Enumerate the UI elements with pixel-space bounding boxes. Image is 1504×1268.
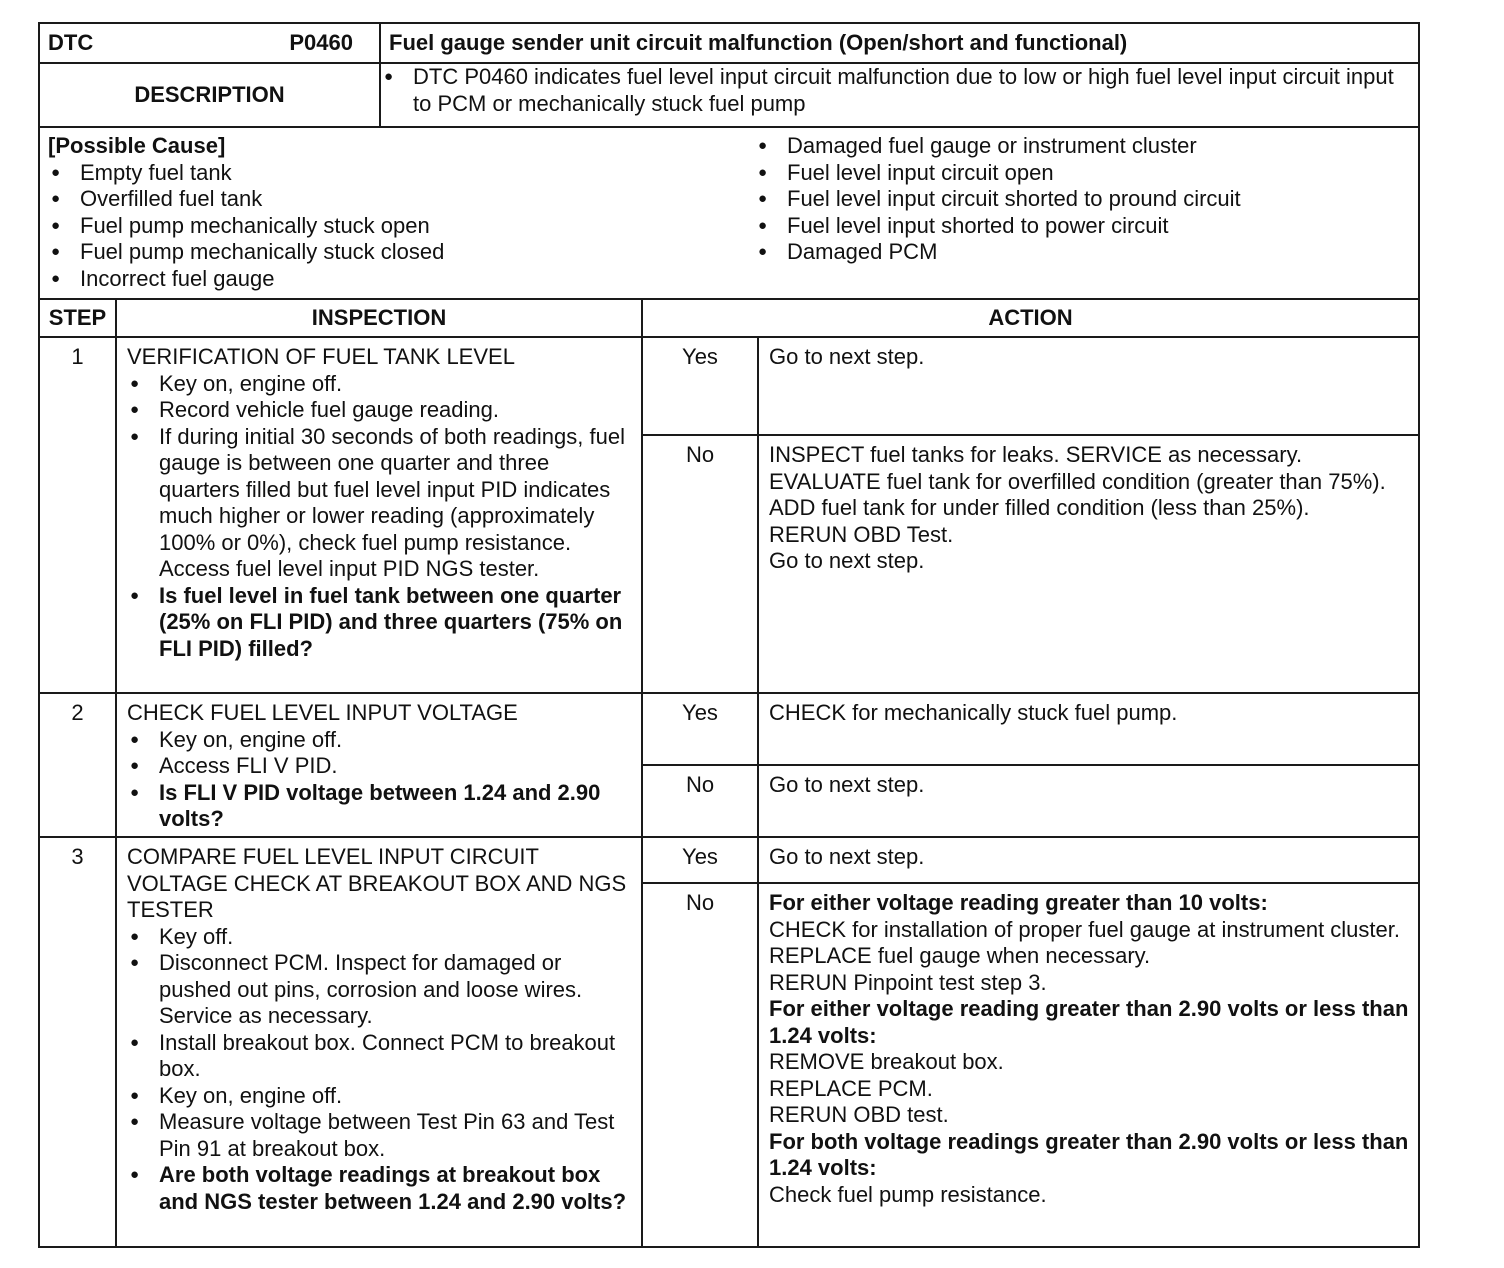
step-question: ● Is fuel level in fuel tank between one quarter (25% on FLI PID) and three quarters (75% on FLI PID) filled? (127, 583, 633, 663)
diagnostic-table (38, 22, 1420, 1248)
description-label: DESCRIPTION (39, 63, 380, 127)
step-inspection (116, 837, 642, 1247)
cause-item: ● Damaged PCM (755, 239, 1410, 266)
dtc-code: P0460 (289, 30, 353, 55)
description-cell (380, 63, 1419, 127)
step-bullet: ● Key on, engine off. (127, 727, 633, 754)
no-action (758, 883, 1419, 1247)
step-title: COMPARE FUEL LEVEL INPUT CIRCUIT VOLTAGE CHECK AT BREAKOUT BOX AND NGS TESTER (127, 844, 627, 922)
step-1-yes-row (39, 337, 1419, 435)
cause-item: ● Fuel pump mechanically stuck open (48, 213, 755, 240)
step-inspection (116, 337, 642, 693)
diagnostic-sheet (38, 22, 1418, 1249)
step-bullet: ● If during initial 30 seconds of both readings, fuel gauge is between one quarter and three quarters filled but fuel level input PID indicates much higher or lower reading (approximately 100% or 0%), check fuel pump resistance. Access fuel level input PID NGS tester. (127, 424, 633, 583)
step-bullets (127, 371, 633, 663)
possible-cause-right-list (755, 133, 1410, 293)
action-line: RERUN OBD Test. (769, 521, 954, 547)
action-line: RERUN OBD test. (769, 1102, 949, 1127)
action-line: Go to next step. (769, 548, 925, 573)
inspection-column-header: INSPECTION (116, 299, 642, 337)
yes-label: Yes (642, 337, 758, 435)
step-title: VERIFICATION OF FUEL TANK LEVEL (127, 344, 515, 369)
step-bullets (127, 727, 633, 833)
action-line: INSPECT fuel tanks for leaks. SERVICE as necessary. (769, 442, 1303, 467)
step-number: 2 (39, 693, 116, 837)
possible-cause-row (39, 127, 1419, 299)
possible-cause-title: [Possible Cause] (48, 133, 226, 158)
action-line: Go to next step. (769, 344, 925, 369)
step-number: 3 (39, 837, 116, 1247)
cause-item: ● Empty fuel tank (48, 160, 755, 187)
description-item: ● DTC P0460 indicates fuel level input circuit malfunction due to low or high fuel level input circuit input to PCM or mechanically stuck fuel pump (381, 64, 1418, 117)
step-column-header: STEP (39, 299, 116, 337)
no-label: No (642, 765, 758, 837)
yes-action (758, 693, 1419, 765)
yes-label: Yes (642, 693, 758, 765)
action-heading: For both voltage readings greater than 2.90 volts or less than 1.24 volts: (769, 1128, 1409, 1180)
dtc-title: Fuel gauge sender unit circuit malfunction (Open/short and functional) (389, 30, 1128, 55)
action-line: EVALUATE fuel tank for overfilled condition (greater than 75%). (769, 468, 1386, 494)
step-bullet: ● Key on, engine off. (127, 371, 633, 398)
step-bullet: ● Measure voltage between Test Pin 63 and Test Pin 91 at breakout box. (127, 1109, 633, 1162)
cause-item: ● Incorrect fuel gauge (48, 266, 755, 293)
action-line: ADD fuel tank for under filled condition (less than 25%). (769, 495, 1310, 520)
no-label: No (642, 883, 758, 1247)
step-bullet: ● Disconnect PCM. Inspect for damaged or pushed out pins, corrosion and loose wires. Service as necessary. (127, 950, 633, 1030)
step-bullet: ● Key off. (127, 924, 633, 951)
action-line: REPLACE PCM. (769, 1075, 933, 1101)
dtc-label: DTC (48, 30, 94, 55)
possible-cause-left-list (48, 160, 755, 293)
step-3-yes-row (39, 837, 1419, 883)
step-bullet: ● Key on, engine off. (127, 1083, 633, 1110)
description-list (381, 64, 1418, 117)
dtc-cell (39, 23, 380, 63)
possible-cause-cell (39, 127, 1419, 299)
no-action (758, 765, 1419, 837)
step-bullet: ● Install breakout box. Connect PCM to breakout box. (127, 1030, 633, 1083)
action-line: Go to next step. (769, 772, 925, 797)
yes-label: Yes (642, 837, 758, 883)
cause-item: ● Fuel level input circuit open (755, 160, 1410, 187)
step-2-yes-row (39, 693, 1419, 765)
step-bullets (127, 924, 633, 1216)
step-bullet: ● Access FLI V PID. (127, 753, 633, 780)
action-line: CHECK for mechanically stuck fuel pump. (769, 700, 1178, 725)
action-line: REPLACE fuel gauge when necessary. (769, 943, 1151, 968)
dtc-header-row (39, 23, 1419, 63)
step-title: CHECK FUEL LEVEL INPUT VOLTAGE (127, 700, 518, 725)
no-label: No (642, 435, 758, 693)
yes-action (758, 837, 1419, 883)
action-line: CHECK for installation of proper fuel gauge at instrument cluster. (769, 916, 1400, 942)
step-bullet: ● Record vehicle fuel gauge reading. (127, 397, 633, 424)
step-question: ● Are both voltage readings at breakout box and NGS tester between 1.24 and 2.90 volts? (127, 1162, 633, 1215)
dtc-title-cell (380, 23, 1419, 63)
column-header-row (39, 299, 1419, 337)
no-action (758, 435, 1419, 693)
step-question: ● Is FLI V PID voltage between 1.24 and 2.90 volts? (127, 780, 633, 833)
cause-item: ● Damaged fuel gauge or instrument cluster (755, 133, 1410, 160)
cause-item: ● Fuel level input shorted to power circuit (755, 213, 1410, 240)
action-line: Check fuel pump resistance. (769, 1181, 1047, 1207)
action-line: REMOVE breakout box. (769, 1049, 1004, 1074)
action-heading: For either voltage reading greater than 2.90 volts or less than 1.24 volts: (769, 996, 1409, 1048)
step-number: 1 (39, 337, 116, 693)
action-line: Go to next step. (769, 844, 925, 869)
action-column-header: ACTION (642, 299, 1419, 337)
cause-item: ● Overfilled fuel tank (48, 186, 755, 213)
description-row (39, 63, 1419, 127)
action-heading: For either voltage reading greater than 10 volts: (769, 890, 1268, 915)
yes-action (758, 337, 1419, 435)
cause-item: ● Fuel pump mechanically stuck closed (48, 239, 755, 266)
step-inspection (116, 693, 642, 837)
action-line: RERUN Pinpoint test step 3. (769, 969, 1047, 995)
cause-item: ● Fuel level input circuit shorted to pround circuit (755, 186, 1410, 213)
